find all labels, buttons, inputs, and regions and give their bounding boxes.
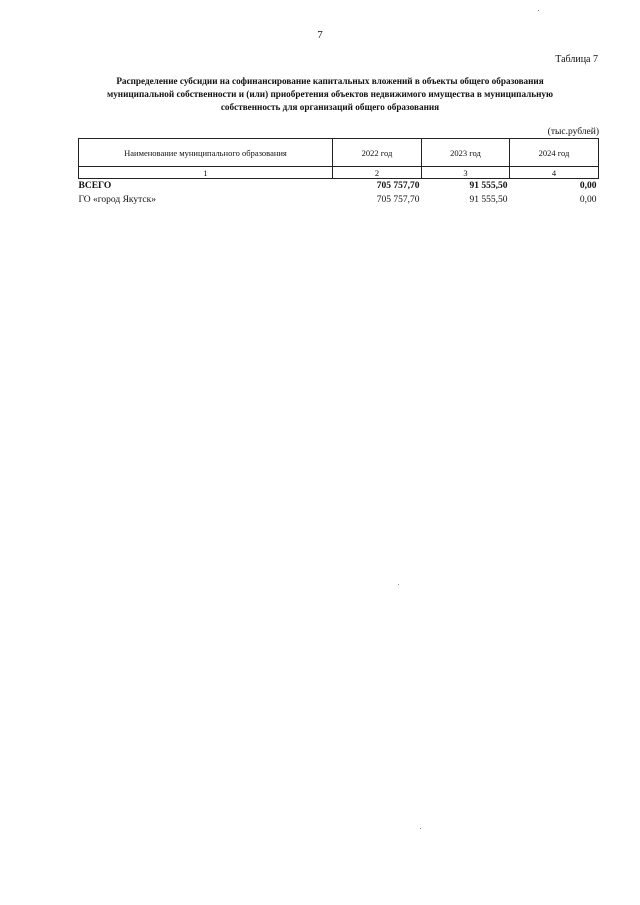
header-2024: 2024 год: [510, 139, 599, 167]
value-2022: 705 757,70: [376, 195, 420, 205]
page-number: 7: [317, 29, 323, 41]
document-title-line-1: Распределение субсидии на софинансирование капитальных вложений в объекты общего образования: [116, 76, 544, 86]
column-number: 4: [510, 167, 599, 179]
subsidy-distribution-table: [78, 138, 599, 207]
value-2024: 0,00: [579, 181, 597, 191]
header-2023: 2023 год: [422, 139, 510, 167]
header-municipality: Наименование муниципального образования: [79, 139, 333, 167]
column-number: 1: [79, 167, 333, 179]
value-2022: 705 757,70: [376, 181, 420, 191]
value-2023: 91 555,50: [469, 195, 508, 205]
header-2022: 2022 год: [333, 139, 422, 167]
value-2023: 91 555,50: [469, 181, 508, 191]
document-title-line-2: муниципальной собственности и (или) приобретения объектов недвижимого имущества в муниципальную: [106, 89, 554, 99]
units-label: (тыс.рублей): [547, 127, 599, 137]
row-name: ВСЕГО: [78, 181, 112, 191]
column-number: 2: [333, 167, 422, 179]
scan-speck: [538, 10, 539, 11]
scan-speck: [398, 584, 399, 585]
document-title-line-3: собственность для организаций общего образования: [220, 102, 440, 112]
table-row: [79, 193, 599, 207]
scan-speck: [420, 828, 421, 829]
table-caption: Таблица 7: [555, 54, 598, 65]
table-header-row: [79, 139, 599, 167]
document-title: [70, 75, 590, 114]
table-row-total: [79, 179, 599, 194]
value-2024: 0,00: [579, 195, 597, 205]
column-number-row: [79, 167, 599, 179]
column-number: 3: [422, 167, 510, 179]
row-name: ГО «город Якутск»: [78, 195, 157, 205]
